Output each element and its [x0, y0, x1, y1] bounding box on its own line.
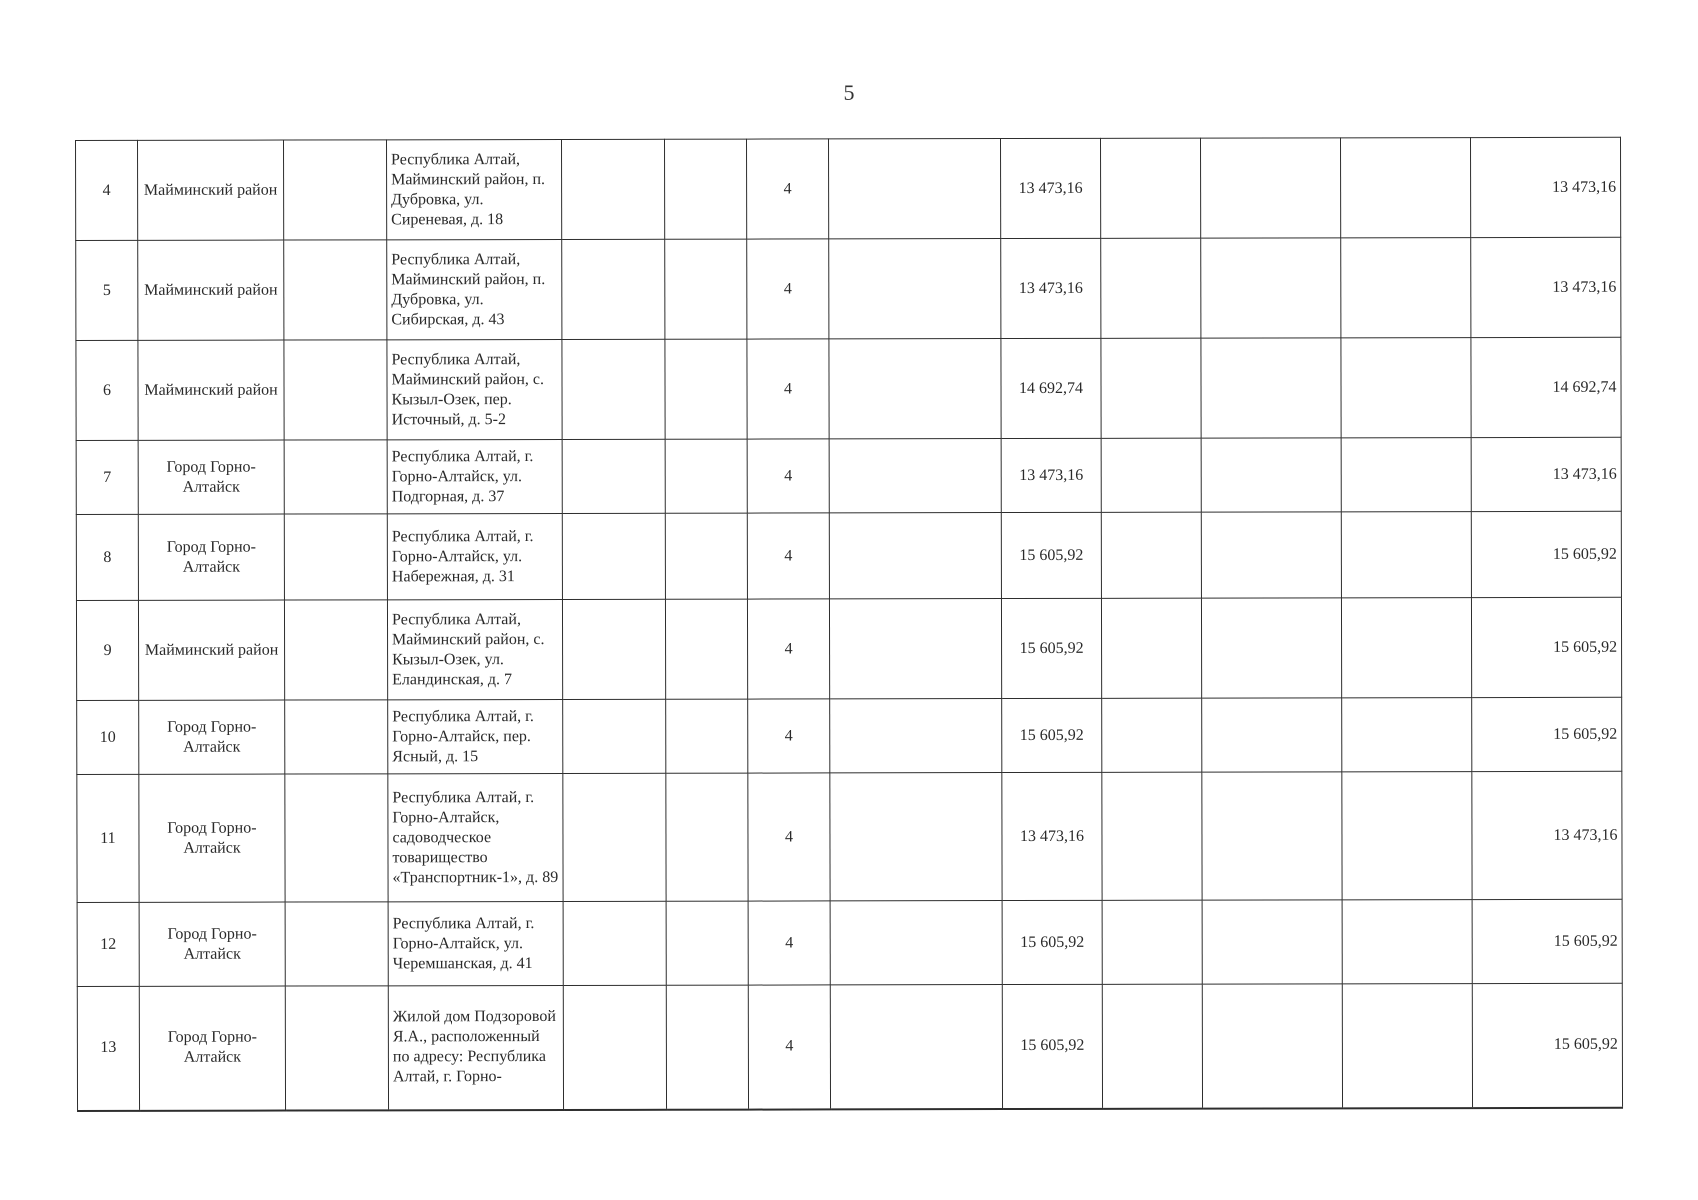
address-cell: Республика Алтай, г. Горно-Алтайск, ул. Набережная, д. 31: [387, 513, 562, 599]
empty-cell: [665, 599, 747, 699]
row-number: 8: [76, 514, 138, 600]
amount-cell: 15 605,92: [1002, 984, 1102, 1108]
row-number: 13: [77, 986, 139, 1110]
address-cell: Республика Алтай, Майминский район, п. Дубровка, ул. Сиреневая, д. 18: [387, 139, 562, 239]
table-row: [76, 337, 1621, 440]
quantity-cell: 4: [747, 439, 829, 513]
empty-cell: [829, 339, 1001, 439]
empty-cell: [1201, 438, 1341, 512]
quantity-cell: 4: [748, 773, 830, 901]
empty-cell: [1101, 238, 1201, 338]
municipality-cell: Майминский район: [138, 340, 284, 440]
address-cell: Республика Алтай, г. Горно-Алтайск, ул. Черемшанская, д. 41: [388, 901, 563, 985]
total-cell: 13 473,16: [1471, 237, 1621, 337]
table-row: [76, 437, 1621, 514]
municipality-cell: Майминский район: [138, 240, 284, 340]
row-number: 10: [77, 700, 139, 774]
municipality-cell: Город Горно-Алтайск: [139, 986, 285, 1110]
empty-cell: [665, 339, 747, 439]
empty-cell: [1201, 238, 1341, 338]
municipality-cell: Город Горно-Алтайск: [139, 700, 285, 774]
table-row: [77, 899, 1622, 986]
row-number: 11: [77, 774, 139, 902]
empty-cell: [1102, 984, 1202, 1108]
address-cell: Республика Алтай, Майминский район, с. Кызыл-Озек, ул. Еландинская, д. 7: [387, 599, 562, 699]
registry-table: [75, 137, 1623, 1112]
empty-cell: [666, 699, 748, 773]
row-number: 9: [76, 600, 138, 700]
empty-cell: [562, 599, 665, 699]
amount-cell: 13 473,16: [1002, 772, 1102, 900]
empty-cell: [830, 773, 1002, 901]
empty-cell: [1102, 900, 1202, 984]
empty-cell: [284, 240, 387, 340]
empty-cell: [1341, 338, 1471, 438]
amount-cell: 15 605,92: [1002, 698, 1102, 772]
amount-cell: 13 473,16: [1001, 438, 1101, 512]
empty-cell: [1102, 772, 1202, 900]
amount-cell: 14 692,74: [1001, 338, 1101, 438]
municipality-cell: Майминский район: [138, 140, 284, 240]
empty-cell: [829, 513, 1001, 599]
empty-cell: [563, 985, 666, 1109]
empty-cell: [563, 901, 666, 985]
amount-cell: 13 473,16: [1001, 238, 1101, 338]
row-number: 4: [76, 140, 138, 240]
empty-cell: [1341, 598, 1471, 698]
empty-cell: [666, 773, 748, 901]
address-cell: Республика Алтай, г. Горно-Алтайск, пер. Ясный, д. 15: [388, 699, 563, 773]
empty-cell: [1101, 338, 1201, 438]
table-row: [76, 237, 1621, 340]
total-cell: 15 605,92: [1471, 511, 1621, 597]
empty-cell: [285, 700, 388, 774]
empty-cell: [1201, 512, 1341, 598]
empty-cell: [284, 600, 387, 700]
empty-cell: [285, 774, 388, 902]
total-cell: 14 692,74: [1471, 337, 1621, 437]
total-cell: 13 473,16: [1471, 437, 1621, 511]
empty-cell: [830, 985, 1002, 1109]
municipality-cell: Город Горно-Алтайск: [139, 902, 285, 986]
empty-cell: [563, 773, 666, 901]
empty-cell: [1340, 138, 1470, 238]
empty-cell: [1341, 238, 1471, 338]
empty-cell: [830, 901, 1002, 985]
amount-cell: 15 605,92: [1001, 512, 1101, 598]
table-row: [76, 597, 1621, 700]
municipality-cell: Город Горно-Алтайск: [138, 514, 284, 600]
municipality-cell: Майминский район: [138, 600, 284, 700]
quantity-cell: 4: [748, 699, 830, 773]
empty-cell: [1341, 512, 1471, 598]
empty-cell: [666, 901, 748, 985]
page-number: 5: [843, 80, 855, 105]
address-cell: Республика Алтай, Майминский район, п. Дубровка, ул. Сибирская, д. 43: [387, 239, 562, 339]
total-cell: 13 473,16: [1472, 771, 1622, 899]
empty-cell: [284, 440, 387, 514]
empty-cell: [1342, 698, 1472, 772]
empty-cell: [562, 139, 665, 239]
row-number: 7: [76, 440, 138, 514]
empty-cell: [1200, 138, 1340, 238]
empty-cell: [1342, 900, 1472, 984]
quantity-cell: 4: [747, 599, 829, 699]
total-cell: 15 605,92: [1472, 899, 1622, 983]
empty-cell: [285, 902, 388, 986]
empty-cell: [284, 340, 387, 440]
empty-cell: [285, 986, 388, 1110]
amount-cell: 13 473,16: [1000, 138, 1100, 238]
empty-cell: [563, 699, 666, 773]
amount-cell: 15 605,92: [1002, 900, 1102, 984]
quantity-cell: 4: [747, 239, 829, 339]
empty-cell: [829, 439, 1001, 513]
table-row: [76, 511, 1621, 600]
empty-cell: [828, 139, 1000, 239]
empty-cell: [1102, 698, 1202, 772]
empty-cell: [830, 699, 1002, 773]
empty-cell: [562, 339, 665, 439]
empty-cell: [665, 513, 747, 599]
municipality-cell: Город Горно-Алтайск: [138, 440, 284, 514]
quantity-cell: 4: [747, 339, 829, 439]
address-cell: Жилой дом Подзоровой Я.А., расположенный по адресу: Республика Алтай, г. Горно-: [388, 985, 563, 1109]
row-number: 5: [76, 240, 138, 340]
quantity-cell: 4: [747, 513, 829, 599]
address-cell: Республика Алтай, Майминский район, с. Кызыл-Озек, пер. Источный, д. 5-2: [387, 339, 562, 439]
table-row: [77, 771, 1622, 902]
empty-cell: [1342, 772, 1472, 900]
quantity-cell: 4: [748, 901, 830, 985]
empty-cell: [1202, 900, 1342, 984]
empty-cell: [1201, 338, 1341, 438]
empty-cell: [665, 439, 747, 513]
empty-cell: [666, 985, 748, 1109]
row-number: 12: [77, 902, 139, 986]
row-number: 6: [76, 340, 138, 440]
empty-cell: [562, 513, 665, 599]
total-cell: 15 605,92: [1472, 697, 1622, 771]
table-row: [77, 697, 1622, 774]
empty-cell: [1101, 598, 1201, 698]
empty-cell: [1202, 772, 1342, 900]
address-cell: Республика Алтай, г. Горно-Алтайск, садоводческое товарищество «Транспортник-1», д. 89: [388, 773, 563, 901]
empty-cell: [1342, 984, 1472, 1108]
total-cell: 13 473,16: [1470, 137, 1620, 237]
empty-cell: [284, 514, 387, 600]
table-row: [77, 983, 1622, 1110]
empty-cell: [829, 599, 1001, 699]
empty-cell: [1201, 598, 1341, 698]
total-cell: 15 605,92: [1472, 983, 1622, 1107]
empty-cell: [1341, 438, 1471, 512]
quantity-cell: 4: [748, 985, 830, 1109]
table-row: [76, 137, 1621, 240]
empty-cell: [1202, 698, 1342, 772]
empty-cell: [284, 140, 387, 240]
address-cell: Республика Алтай, г. Горно-Алтайск, ул. Подгорная, д. 37: [387, 439, 562, 513]
empty-cell: [1101, 512, 1201, 598]
empty-cell: [829, 239, 1001, 339]
empty-cell: [562, 239, 665, 339]
empty-cell: [665, 239, 747, 339]
empty-cell: [664, 139, 746, 239]
quantity-cell: 4: [746, 139, 828, 239]
empty-cell: [1100, 138, 1200, 238]
total-cell: 15 605,92: [1471, 597, 1621, 697]
empty-cell: [562, 439, 665, 513]
amount-cell: 15 605,92: [1001, 598, 1101, 698]
empty-cell: [1202, 984, 1342, 1108]
municipality-cell: Город Горно-Алтайск: [139, 774, 285, 902]
empty-cell: [1101, 438, 1201, 512]
